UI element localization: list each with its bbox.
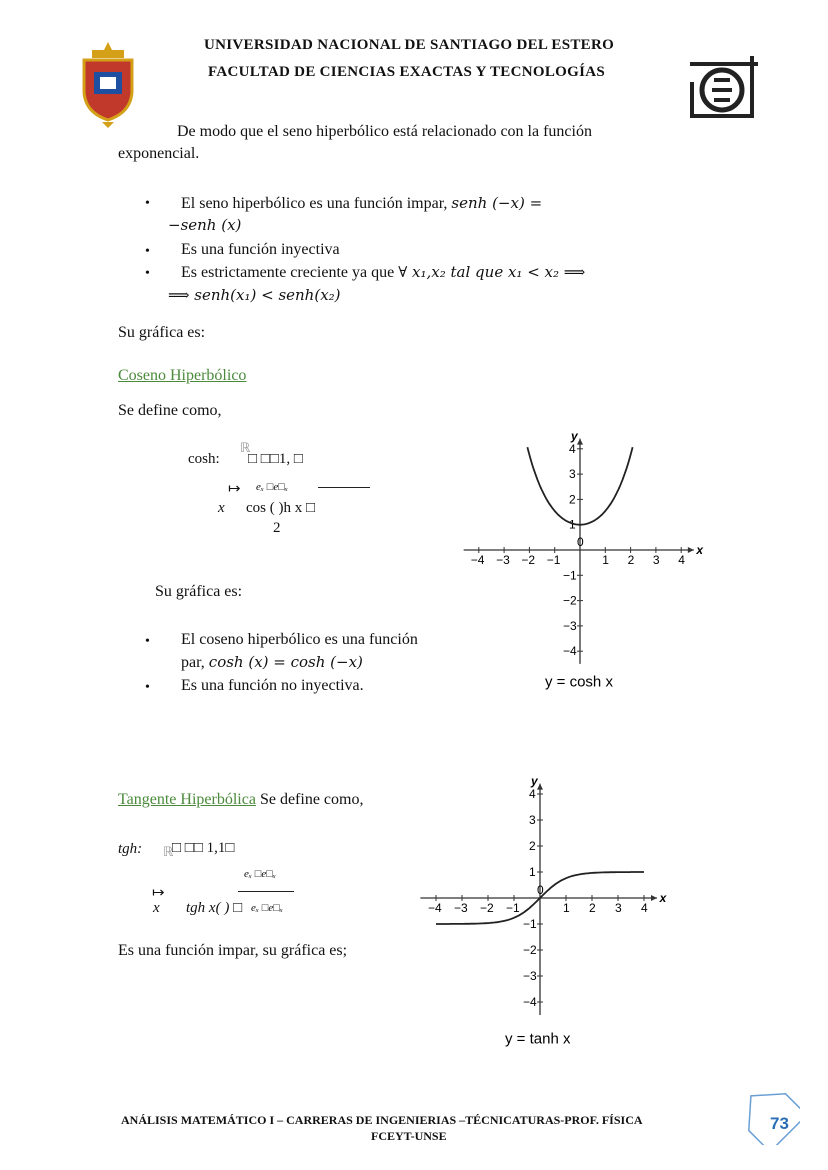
tanh-graph <box>415 770 695 1060</box>
formula-x: x <box>153 900 160 916</box>
graph-caption: y = tanh x <box>505 1030 571 1048</box>
senh-prop-3-cont: ⟹ senh(x₁) < senh(x₂) <box>168 286 341 304</box>
x-arrow-icon <box>651 895 657 901</box>
formula-x: x <box>218 500 225 516</box>
y-tick-label: −3 <box>523 969 537 983</box>
y-tick-label: −1 <box>563 568 577 583</box>
senh-prop-1-cont: −senh (x) <box>168 216 242 234</box>
x-tick-label: −1 <box>546 553 561 567</box>
x-tick-label: −2 <box>480 901 494 915</box>
x-tick-label: −3 <box>496 553 510 567</box>
cosh-prop-1: El coseno hiperbólico es una función <box>181 631 418 648</box>
y-tick-label: 3 <box>569 467 576 482</box>
formula-name: tgh: <box>118 841 143 857</box>
maps-to-icon: ↦ <box>152 885 165 901</box>
bullet-icon: • <box>145 244 150 259</box>
cosh-title-link[interactable]: Coseno Hiperbólico <box>118 367 247 384</box>
x-tick-label: 3 <box>615 901 622 915</box>
page-number: 73 <box>770 1114 789 1133</box>
x-arrow-icon <box>688 547 694 553</box>
x-tick-label: −4 <box>470 553 485 567</box>
graph-caption: y = cosh x <box>545 673 613 691</box>
cosh-graph <box>455 425 705 700</box>
x-tick-label: 0 <box>577 535 584 549</box>
x-axis-label: x <box>659 891 667 905</box>
formula-denominator: eₓ □e□ₓ <box>251 902 284 914</box>
fraction-bar <box>318 487 370 488</box>
x-tick-label: 2 <box>627 553 635 567</box>
x-tick-label: 3 <box>652 553 660 567</box>
y-tick-label: −2 <box>563 593 577 608</box>
y-tick-label: −3 <box>563 618 577 633</box>
faculty-logo <box>686 52 762 122</box>
formula-numerator: eₓ □e□ₓ <box>244 868 277 880</box>
x-tick-label: −3 <box>454 901 468 915</box>
senh-prop-1: El seno hiperbólico es una función impar, senh (−x) = <box>181 194 543 212</box>
y-tick-label: 3 <box>529 813 536 827</box>
formula-name: cosh: <box>188 451 220 467</box>
intro-line1: De modo que el seno hiperbólico está relacionado con la función <box>177 123 592 140</box>
x-tick-label: 1 <box>563 901 570 915</box>
y-tick-label: 1 <box>529 865 536 879</box>
senh-prop-2: Es una función inyectiva <box>181 241 340 258</box>
x-tick-label: 1 <box>602 553 609 567</box>
y-tick-label: −4 <box>523 995 537 1009</box>
formula-expression: cos ( )h x □ <box>246 500 316 516</box>
bullet-icon: • <box>145 266 150 281</box>
x-tick-label: 4 <box>678 553 685 567</box>
y-axis-label: y <box>571 428 578 443</box>
formula-denominator: 2 <box>273 520 281 536</box>
header-university: UNIVERSIDAD NACIONAL DE SANTIAGO DEL ESTERO <box>204 37 615 53</box>
y-tick-label: 2 <box>529 839 536 853</box>
y-axis-label: y <box>531 773 538 788</box>
y-tick-label: 4 <box>529 787 536 801</box>
formula-domain: ℝ <box>163 844 174 859</box>
senh-prop-3: Es estrictamente creciente ya que ∀ x₁,x₂ tal que x₁ < x₂ ⟹ <box>181 263 586 281</box>
intro-line2: exponencial. <box>118 145 200 162</box>
tanh-after: Es una función impar, su gráfica es; <box>118 942 348 959</box>
su-grafica-cosh: Su gráfica es: <box>155 583 243 600</box>
x-tick-label: −4 <box>428 901 442 915</box>
bullet-icon: • <box>145 680 150 695</box>
x-tick-label: 2 <box>589 901 596 915</box>
tanh-heading: Tangente Hiperbólica Se define como, <box>118 791 364 808</box>
maps-to-icon: ↦ <box>228 481 241 497</box>
y-arrow-icon <box>577 439 583 445</box>
x-tick-label: 4 <box>641 901 648 915</box>
y-tick-label: −1 <box>523 917 537 931</box>
x-axis-label: x <box>696 543 704 557</box>
bullet-icon: • <box>145 634 150 649</box>
y-tick-label: 1 <box>569 517 576 532</box>
university-crest-logo <box>78 40 138 130</box>
x-tick-label: −2 <box>521 553 536 567</box>
footer-line2: FCEYT-UNSE <box>371 1129 447 1143</box>
formula-domain: ℝ <box>240 440 251 455</box>
x-tick-label: −1 <box>506 901 520 915</box>
footer-line1: ANÁLISIS MATEMÁTICO I – CARRERAS DE INGENIERIAS –TÉCNICATURAS-PROF. FÍSICA <box>121 1113 643 1127</box>
y-tick-label: 2 <box>569 492 576 507</box>
formula-expression: tgh x( ) □ <box>186 900 243 916</box>
fraction-bar <box>238 891 294 892</box>
tanh-title-link[interactable]: Tangente Hiperbólica <box>118 791 256 808</box>
cosh-prop-1-cont: par, cosh (x) = cosh (−x) <box>181 653 363 671</box>
y-tick-label: −4 <box>563 644 577 659</box>
y-tick-label: −2 <box>523 943 537 957</box>
formula-codomain: □ □□ 1,1□ <box>172 840 235 856</box>
x-tick-label: 0 <box>537 883 544 897</box>
bullet-icon: • <box>145 196 150 211</box>
y-tick-label: 4 <box>569 441 576 456</box>
formula-codomain: □ □□1, □ <box>248 451 303 467</box>
cosh-define: Se define como, <box>118 402 222 419</box>
formula-numerator: eₓ □e□ₓ <box>256 481 289 493</box>
header-faculty: FACULTAD DE CIENCIAS EXACTAS Y TECNOLOGÍAS <box>208 64 605 80</box>
su-grafica-senh: Su gráfica es: <box>118 324 206 341</box>
y-arrow-icon <box>537 784 543 790</box>
cosh-prop-2: Es una función no inyectiva. <box>181 677 364 694</box>
